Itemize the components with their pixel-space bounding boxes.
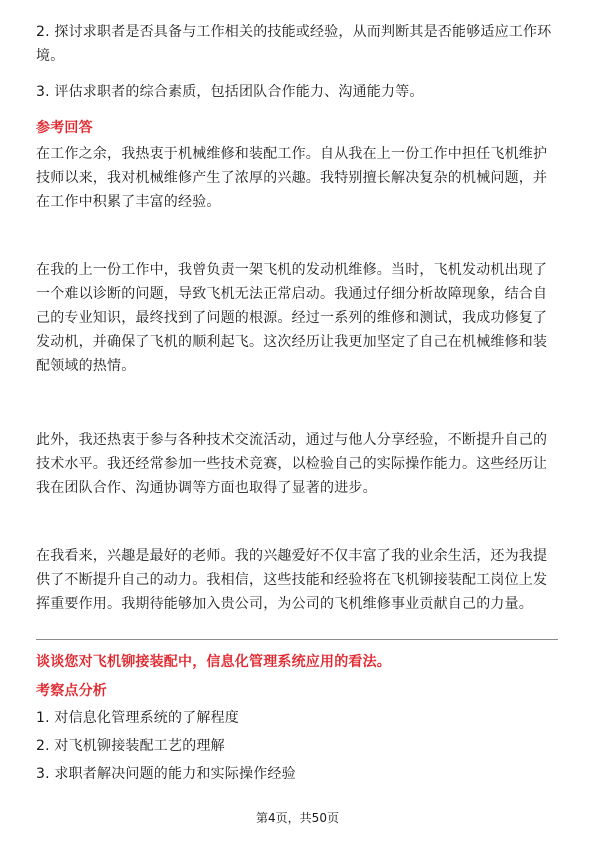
answer-paragraph-4: 在我看来，兴趣是最好的老师。我的兴趣爱好不仅丰富了我的业余生活，还为我提供了不断提升自己的动力。我相信，这些技能和经验将在飞机铆接装配工岗位上发挥重要作用。我期待能够加入贵公司，为公司的飞机维修事业贡献自己的力量。: [36, 548, 548, 612]
answer-paragraph-1: 在工作之余，我热衷于机械维修和装配工作。自从我在上一份工作中担任飞机维护技师以来，我对机械维修产生了浓厚的兴趣。我特别擅长解决复杂的机械问题，并在工作中积累了丰富的经验。: [36, 146, 548, 210]
analysis-item-2: 2. 对飞机铆接装配工艺的理解: [36, 738, 225, 754]
top-list-item-3: 3. 评估求职者的综合素质，包括团队合作能力、沟通能力等。: [36, 84, 424, 100]
analysis-item-3: 3. 求职者解决问题的能力和实际操作经验: [36, 766, 296, 782]
analysis-item-1: 1. 对信息化管理系统的了解程度: [36, 710, 240, 726]
analysis-heading: 考察点分析: [36, 683, 107, 699]
answer-paragraph-3: 此外，我还热衷于参与各种技术交流活动，通过与他人分享经验，不断提升自己的技术水平。我还经常参加一些技术竞赛，以检验自己的实际操作能力。这些经历让我在团队合作、沟通协调等方面也取得了显著的进步。: [36, 432, 548, 496]
section-divider: [36, 639, 558, 640]
top-list-item-2: 2. 探讨求职者是否具备与工作相关的技能或经验，从而判断其是否能够适应工作环境。: [36, 24, 552, 64]
page-number-footer: 第4页，共50页: [256, 811, 339, 825]
question-heading: 谈谈您对飞机铆接装配中，信息化管理系统应用的看法。: [36, 654, 391, 670]
answer-heading: 参考回答: [36, 120, 93, 136]
answer-paragraph-2: 在我的上一份工作中，我曾负责一架飞机的发动机维修。当时，飞机发动机出现了一个难以诊断的问题，导致飞机无法正常启动。我通过仔细分析故障现象，结合自己的专业知识，最终找到了问题的根源。经过一系列的维修和测试，我成功修复了发动机，并确保了飞机的顺利起飞。这次经历让我更加坚定了自己在机械维修和装配领域的热情。: [36, 262, 548, 374]
